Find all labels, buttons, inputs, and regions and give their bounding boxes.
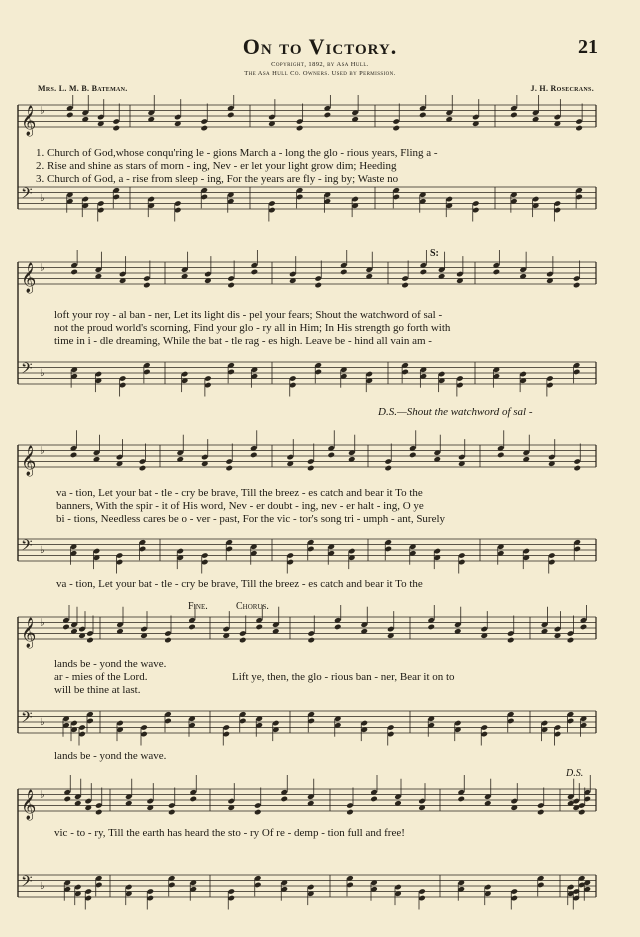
- svg-text:𝄞: 𝄞: [21, 618, 37, 648]
- hymn-title: On to Victory.: [242, 34, 398, 59]
- svg-text:♭: ♭: [40, 544, 45, 556]
- svg-text:♭: ♭: [40, 617, 45, 629]
- svg-text:𝄢: 𝄢: [21, 873, 33, 894]
- svg-text:♭: ♭: [40, 716, 45, 728]
- svg-text:𝄢: 𝄢: [21, 709, 33, 730]
- hymn-page: On to Victory. 21 Copyright, 1892, by Asa Hull. The Asa Hull Co. Owners. Used by Permission. Mrs. L. M. B. Bateman. J. H. Rosecrans. 𝄞 ♭ 𝄢 ♭ 1. Church of God,whose conqu'ring le - gions March a - long the glo - rious years, Fling a - 2. Rise and shine as stars of morn - ing, Nev - er let your light grow dim; Heeding 3. Church of God, a - rise from sleep - ing, For the years are fly - ing by; Waste no 𝄞 ♭ 𝄢 ♭ S: loft your roy - al ban - ner, Let its light dis - pel your fears; Shout the watchword of sal - not the proud world's scorning, Find your glo - ry all in Him; In His strength go forth with time in i - dle dreaming, While the bat - tle rag - es high. Leave be - hind all vain am - D.S.—Shout the watchword of sal - 𝄞 ♭ 𝄢 ♭ va - tion, Let your bat - tle - cry be brave, Till the breez - es catch and bear it To the banners, With the spir - it of His word, Nev - er doubt - ing, nev - er halt - ing, O ye bi - tions, Needless cares be o - ver - past, For the vic - tor's song tri - umph - ant, Surely va - tion, Let your bat - tle - cry be brave, Till the breez - es catch and bear it To the Fine. Chorus. 𝄞 ♭ 𝄢 ♭ lands be - yond the wave. ar - mies of the Lord. will be thine at last. Lift ye, then, the glo - rious ban - ner, Bear it on to lands be - yond the wave. D.S. 𝄞 ♭ 𝄢 ♭ vic - to - ry, Till the earth has heard the sto - ry Of re - demp - tion full and free!: [0, 0, 640, 937]
- svg-text:♭: ♭: [40, 789, 45, 801]
- svg-text:♭: ♭: [40, 105, 45, 117]
- svg-text:𝄢: 𝄢: [21, 185, 33, 206]
- copyright-line: Copyright, 1892, by Asa Hull.: [271, 61, 369, 68]
- lyricist-credit: Mrs. L. M. B. Bateman.: [38, 84, 128, 93]
- svg-text:𝄞: 𝄞: [21, 263, 37, 293]
- segno-sign: S:: [430, 248, 439, 259]
- fine-mark: Fine.: [188, 601, 208, 612]
- svg-text:𝄞: 𝄞: [21, 446, 37, 476]
- svg-text:𝄢: 𝄢: [21, 360, 33, 381]
- ownership-line: The Asa Hull Co. Owners. Used by Permission.: [244, 70, 396, 77]
- svg-text:♭: ♭: [40, 192, 45, 204]
- svg-text:♭: ♭: [40, 367, 45, 379]
- svg-text:♭: ♭: [40, 880, 45, 892]
- svg-text:♭: ♭: [40, 262, 45, 274]
- ds-mark: D.S.: [566, 768, 584, 779]
- svg-text:𝄞: 𝄞: [21, 790, 37, 820]
- system-5-staves: [0, 775, 640, 937]
- chorus-mark: Chorus.: [236, 601, 269, 612]
- svg-text:♭: ♭: [40, 445, 45, 457]
- page-number: 21: [578, 36, 598, 58]
- composer-credit: J. H. Rosecrans.: [530, 84, 594, 93]
- svg-text:𝄞: 𝄞: [21, 106, 37, 136]
- svg-text:𝄢: 𝄢: [21, 537, 33, 558]
